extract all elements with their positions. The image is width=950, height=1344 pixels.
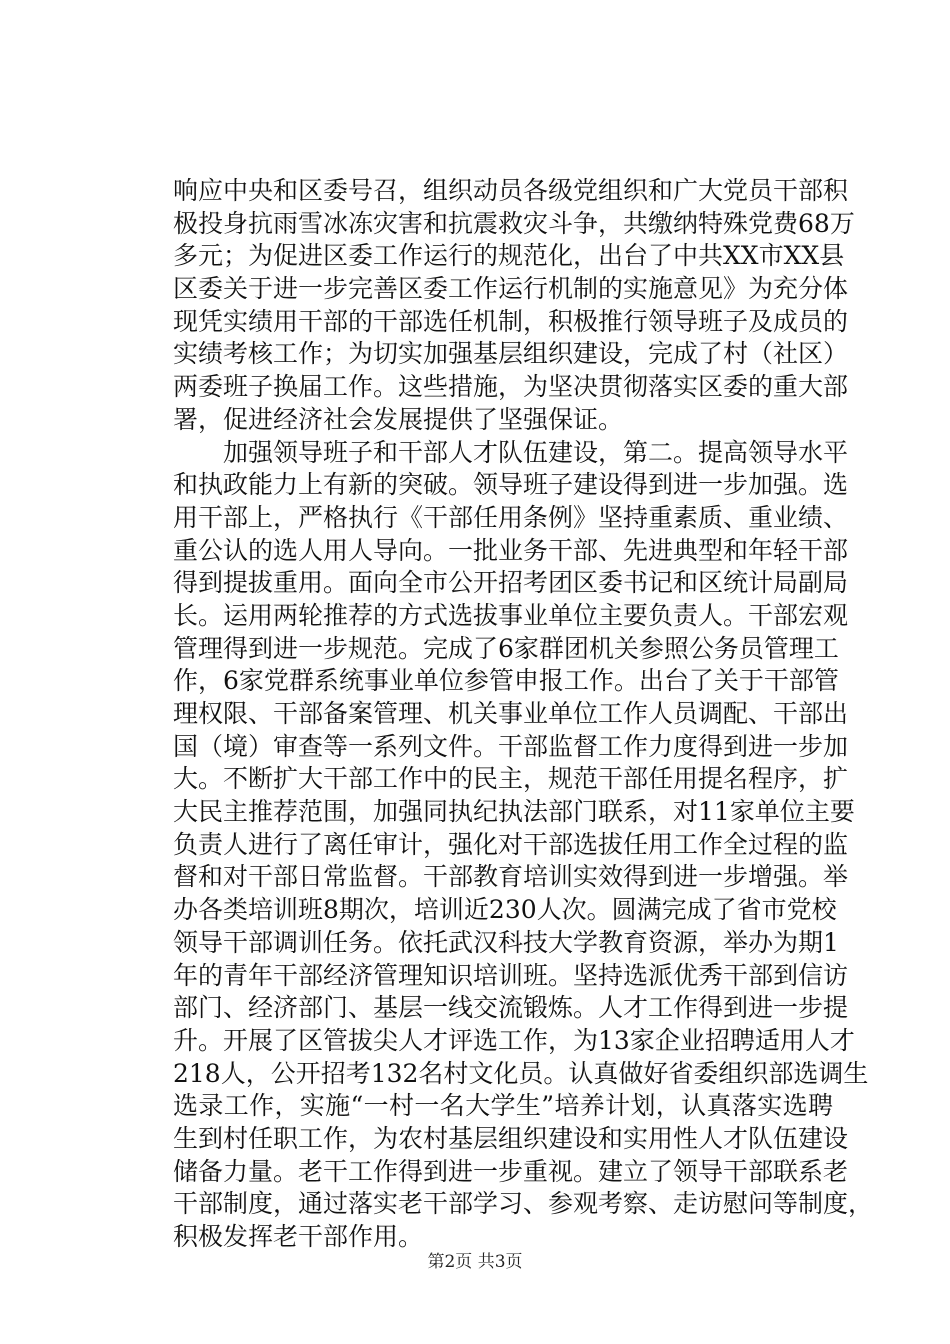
text-line: 多元；为促进区委工作运行的规范化，出台了中共XX市XX县 [173,241,845,271]
text-line: 储备力量。老干工作得到进一步重视。建立了领导干部联系老 [173,1156,849,1186]
page-number: 第2页 共3页 [427,1252,523,1272]
document-body [173,175,874,1254]
text-line: 极投身抗雨雪冰冻灾害和抗震救灾斗争，共缴纳特殊党费68万 [173,208,855,238]
text-line: 署，促进经济社会发展提供了坚强保证。 [173,404,624,434]
text-line: 两委班子换届工作。这些措施，为坚决贯彻落实区委的重大部 [173,372,849,402]
text-line: 响应中央和区委号召，组织动员各级党组织和广大党员干部积 [173,176,849,205]
paragraph-1 [173,175,855,437]
text-line: 区委关于进一步完善区委工作运行机制的实施意见》为充分体 [173,274,849,304]
text-line: 实绩考核工作；为切实加强基层组织建设，完成了村（社区） [173,339,849,369]
text-line: 办各类培训班8期次，培训近230人次。圆满完成了省市党校 [173,895,837,925]
text-line: 加强领导班子和干部人才队伍建设，第二。提高领导水平 [173,437,849,467]
text-line: 年的青年干部经济管理知识培训班。坚持选派优秀干部到信访 [173,960,849,990]
text-line: 218人，公开招考132名村文化员。认真做好省委组织部选调生 [173,1058,869,1088]
text-line: 大。不断扩大干部工作中的民主，规范干部任用提名程序，扩 [173,764,849,794]
text-line: 选录工作，实施“一村一名大学生”培养计划，认真落实选聘 [173,1091,833,1121]
text-line: 升。开展了区管拔尖人才评选工作，为13家企业招聘适用人才 [173,1025,855,1055]
text-line: 和执政能力上有新的突破。领导班子建设得到进一步加强。选 [173,470,849,500]
text-line: 长。运用两轮推荐的方式选拔事业单位主要负责人。干部宏观 [173,600,849,630]
text-line: 现凭实绩用干部的干部选任机制，积极推行领导班子及成员的 [173,306,849,336]
text-line: 重公认的选人用人导向。一批业务干部、先进典型和年轻干部 [173,535,849,565]
page-footer [0,1247,950,1272]
paragraph-2 [173,437,874,1254]
text-line: 国（境）审查等一系列文件。干部监督工作力度得到进一步加 [173,731,849,761]
text-line: 积极发挥老干部作用。 [173,1222,424,1251]
text-line: 督和对干部日常监督。干部教育培训实效得到进一步增强。举 [173,862,849,892]
text-line: 领导干部调训任务。依托武汉科技大学教育资源，举办为期1 [173,927,839,957]
text-line: 部门、经济部门、基层一线交流锻炼。人才工作得到进一步提 [173,993,849,1023]
text-line: 大民主推荐范围，加强同执纪执法部门联系，对11家单位主要 [173,797,855,827]
text-line: 得到提拔重用。面向全市公开招考团区委书记和区统计局副局 [173,568,849,598]
text-line: 理权限、干部备案管理、机关事业单位工作人员调配、干部出 [173,699,849,728]
text-line: 负责人进行了离任审计，强化对干部选拔任用工作全过程的监 [173,829,849,859]
text-line: 干部制度，通过落实老干部学习、参观考察、走访慰问等制度， [173,1189,874,1219]
text-line: 管理得到进一步规范。完成了6家群团机关参照公务员管理工 [173,633,839,663]
text-line: 生到村任职工作，为农村基层组织建设和实用性人才队伍建设 [173,1123,849,1153]
text-line: 作，6家党群系统事业单位参管申报工作。出台了关于干部管 [173,666,839,696]
text-line: 用干部上，严格执行《干部任用条例》坚持重素质、重业绩、 [173,502,849,532]
